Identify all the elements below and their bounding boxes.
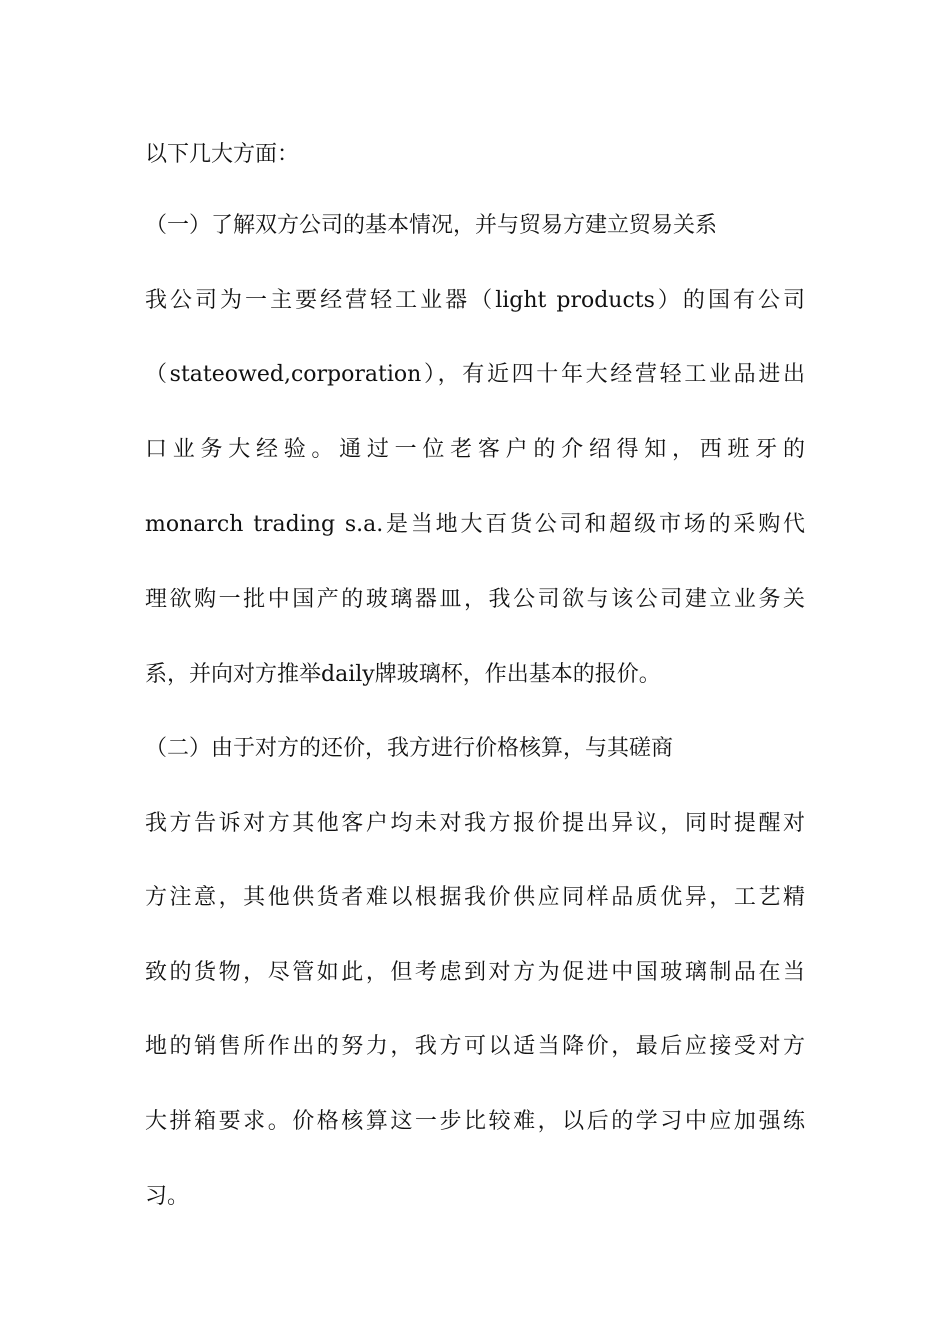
section-heading-2: （二）由于对方的还价，我方进行价格核算，与其磋商 (145, 736, 674, 761)
text-line-14: 大拼箱要求。价格核算这一步比较难，以后的学习中应加强练 (145, 1109, 805, 1134)
text-line-7: 理欲购一批中国产的玻璃器皿，我公司欲与该公司建立业务关 (145, 587, 805, 612)
text-line-8: 系，并向对方推举daily牌玻璃杯，作出基本的报价。 (145, 662, 661, 687)
text-line-13: 地的销售所作出的努力，我方可以适当降价，最后应接受对方 (145, 1034, 805, 1059)
text-line-1: 以下几大方面： (145, 142, 300, 167)
text-line-5: 口业务大经验。通过一位老客户的介绍得知，西班牙的 (145, 437, 805, 462)
section-heading-1: （一）了解双方公司的基本情况，并与贸易方建立贸易关系 (145, 213, 718, 238)
text-line-10: 我方告诉对方其他客户均未对我方报价提出异议，同时提醒对 (145, 811, 805, 836)
text-line-11: 方注意，其他供货者难以根据我价供应同样品质优异，工艺精 (145, 885, 805, 910)
text-line-4: （stateowed,corporation），有近四十年大经营轻工业品进出 (145, 362, 805, 387)
text-line-6: monarch trading s.a.是当地大百货公司和超级市场的采购代 (145, 512, 805, 537)
text-line-15: 习。 (145, 1184, 190, 1209)
text-line-12: 致的货物，尽管如此，但考虑到对方为促进中国玻璃制品在当 (145, 960, 805, 985)
text-line-3: 我公司为一主要经营轻工业器（light products）的国有公司 (145, 288, 805, 313)
